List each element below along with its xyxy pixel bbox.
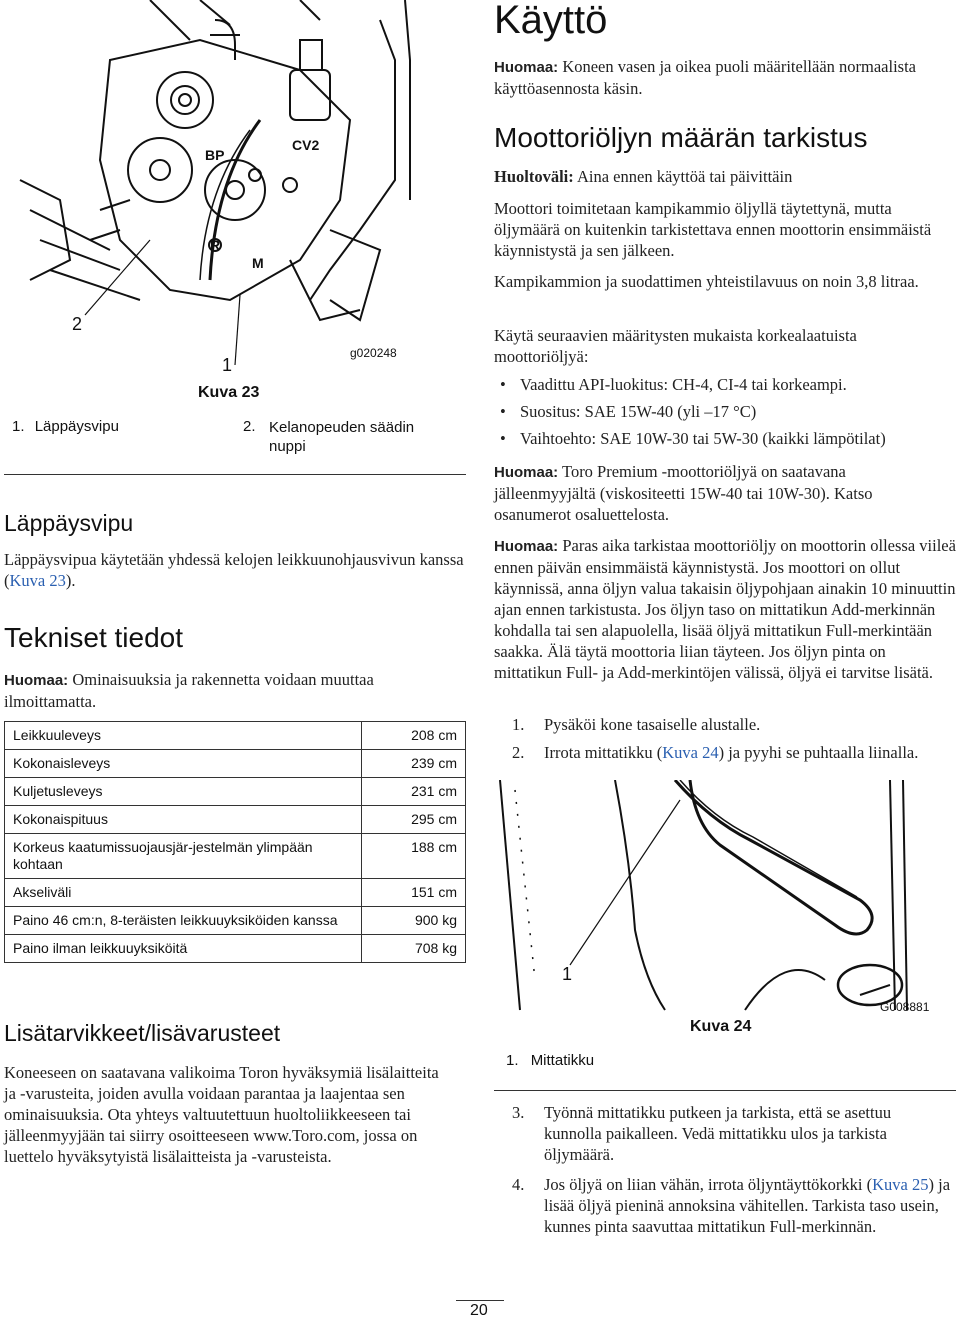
- note-text: Koneen vasen ja oikea puoli määritellään normaalista käyttöasennosta käsin.: [494, 57, 917, 98]
- step-text: Pysäköi kone tasaiselle alustalle.: [544, 715, 761, 734]
- spec-table: [4, 721, 466, 963]
- step-text: Jos öljyä on liian vähän, irrota öljyntäyttökorkki (Kuva 25) ja lisää öljyä pieninä annoksina vähitellen. Tarkista taso usein, kunnes pinta saavuttaa mittatikun Full-merkinnän.: [544, 1175, 951, 1236]
- list-item: [500, 374, 960, 395]
- note-text: Toro Premium -moottoriöljyä on saatavana jälleenmyyjältä (viskositeetti 15W-40 tai 10W-30). Katso osanumerot osaluettelosta.: [494, 462, 873, 524]
- bullet-text: Vaihtoehto: SAE 10W-30 tai 5W-30 (kaikki lämpötilat): [520, 429, 886, 448]
- kaytto-heading: Käyttö: [494, 0, 608, 42]
- oljy-p1: Moottori toimitetaan kampikammio öljyllä täytettynä, mutta öljymäärä on kuitenkin tarkistettava ennen moottorin ensimmäistä käynnistystä ja sen jälkeen.: [494, 199, 932, 260]
- tekniset-note: [4, 669, 466, 712]
- legend-text: Läppäysvipu: [34, 418, 119, 435]
- spec-value: 151 cm: [362, 879, 466, 907]
- bullet-icon: •: [500, 402, 506, 421]
- link-kuva-23[interactable]: Kuva 23: [9, 571, 66, 590]
- lappaysvipu-text-a: Läppäysvipua käytetään yhdessä kelojen leikkuunohjausvivun kanssa (: [4, 550, 464, 590]
- step-number: 1.: [512, 715, 525, 734]
- oljy-note-3: [494, 535, 956, 683]
- figure-23-label-bp: BP: [205, 147, 225, 163]
- bullet-text: Suositus: SAE 15W-40 (yli –17 °C): [520, 402, 757, 421]
- list-item: [500, 401, 960, 422]
- figure-23-code: g020248: [350, 346, 397, 360]
- table-row: [5, 834, 466, 879]
- figure-24-legend-1: [506, 1052, 594, 1069]
- step-3: [512, 1102, 952, 1165]
- spec-value: 900 kg: [362, 907, 466, 935]
- figure-24-title: Kuva 24: [690, 1018, 752, 1035]
- spec-table-body: [5, 722, 466, 963]
- oil-spec-list: [494, 374, 960, 453]
- figure-23-label-cv2: CV2: [292, 137, 320, 153]
- spec-label: Kokonaispituus: [5, 806, 362, 834]
- spec-label: Kuljetusleveys: [5, 778, 362, 806]
- figure-23-label-r: R: [210, 237, 221, 253]
- bullet-text: Vaadittu API-luokitus: CH-4, CI-4 tai korkeampi.: [520, 375, 847, 394]
- figure-23-callout-1: 1: [222, 355, 233, 375]
- legend-number: 1.: [12, 418, 25, 435]
- figure-24: [495, 780, 930, 1020]
- step-1: [512, 714, 958, 735]
- spec-value: 239 cm: [362, 750, 466, 778]
- spec-label: Paino 46 cm:n, 8-teräisten leikkuuyksiköiden kanssa: [5, 907, 362, 935]
- figure-24-divider: [494, 1090, 956, 1091]
- note-text: Ominaisuuksia ja rakennetta voidaan muuttaa ilmoittamatta.: [4, 670, 374, 711]
- figure-23-legend-2: [243, 418, 433, 456]
- figure-23-divider: [4, 474, 466, 475]
- spec-label: Akseliväli: [5, 879, 362, 907]
- table-row: [5, 879, 466, 907]
- spec-value: 208 cm: [362, 722, 466, 750]
- figure-23-legend-1: [12, 418, 119, 435]
- step-text: Työnnä mittatikku putkeen ja tarkista, että se asettuu kunnolla paikalleen. Vedä mittatikku ulos ja tarkista öljymäärä.: [544, 1103, 892, 1164]
- step-text: Irrota mittatikku (Kuva 24) ja pyyhi se puhtaalla liinalla.: [544, 743, 919, 762]
- table-row: [5, 806, 466, 834]
- legend-text: Kelanopeuden säädin nuppi: [269, 419, 415, 455]
- bullet-icon: •: [500, 375, 506, 394]
- footer-rule: [456, 1300, 504, 1301]
- legend-text: Mittatikku: [530, 1052, 595, 1069]
- table-row: [5, 750, 466, 778]
- step-number: 4.: [512, 1175, 525, 1194]
- spec-value: 708 kg: [362, 935, 466, 963]
- step-number: 2.: [512, 743, 525, 762]
- figure-24-callout-1: 1: [562, 964, 573, 984]
- service-interval: [494, 166, 956, 187]
- lisatarvikkeet-heading: Lisätarvikkeet/lisävarusteet: [4, 1020, 281, 1046]
- step-4: [512, 1174, 952, 1237]
- lappaysvipu-text-b: ).: [65, 571, 76, 590]
- step-number: 3.: [512, 1103, 525, 1122]
- service-text: Aina ennen käyttöä tai päivittäin: [576, 167, 793, 186]
- page-number: 20: [470, 1302, 488, 1319]
- lappaysvipu-text: [4, 549, 466, 591]
- spec-value: 295 cm: [362, 806, 466, 834]
- oljy-p2: Kampikammion ja suodattimen yhteistilavuus on noin 3,8 litraa.: [494, 272, 919, 291]
- table-row: [5, 722, 466, 750]
- bullet-icon: •: [500, 429, 506, 448]
- figure-23-label-m: M: [252, 255, 264, 271]
- figure-23-title: Kuva 23: [198, 384, 260, 401]
- oljy-p3: Käytä seuraavien määritysten mukaista korkealaatuista moottoriöljyä:: [494, 326, 857, 366]
- table-row: [5, 907, 466, 935]
- oljy-heading: Moottoriöljyn määrän tarkistus: [494, 122, 868, 153]
- figure-23: [0, 0, 420, 400]
- spec-label: Korkeus kaatumissuojausjär-jestelmän ylimpään kohtaan: [5, 834, 362, 879]
- note-label: Huomaa:: [494, 59, 559, 76]
- figure-23-callout-2: 2: [72, 314, 83, 334]
- table-row: [5, 935, 466, 963]
- spec-label: Kokonaisleveys: [5, 750, 362, 778]
- lappaysvipu-heading: Läppäysvipu: [4, 510, 134, 536]
- note-text: Paras aika tarkistaa moottoriöljy on moottorin ollessa viileä ennen päivän ensimmäistä käynnistystä. Jos moottori on ollut käynnissä, anna öljyn valua takaisin öljypohjaan ainakin 10 minuuttin ajan ennen tarkistusta. Jos öljyn taso on mittatikun Add-merkinnän kohdalla tai sen alapuolella, lisää öljyä mittatikun Full-merkintään saakka. Älä täytä moottoria liian täyteen. Jos öljyn pinta on mittatikun Full- ja Add-merkintöjen välissä, öljyä ei tarvitse lisätä.: [494, 536, 956, 682]
- table-row: [5, 778, 466, 806]
- note-label: Huomaa:: [4, 672, 69, 689]
- tekniset-heading: Tekniset tiedot: [4, 622, 183, 653]
- link-kuva-25[interactable]: Kuva 25: [872, 1175, 929, 1194]
- figure-24-code: G008881: [880, 1000, 930, 1014]
- oljy-note-2: [494, 461, 939, 525]
- note-label: Huomaa:: [494, 538, 559, 555]
- step-2: [512, 742, 958, 763]
- figure-23-illustration: [0, 0, 420, 380]
- spec-label: Leikkuuleveys: [5, 722, 362, 750]
- note-label: Huomaa:: [494, 464, 559, 481]
- spec-label: Paino ilman leikkuuyksiköitä: [5, 935, 362, 963]
- spec-value: 188 cm: [362, 834, 466, 879]
- kaytto-note: [494, 56, 956, 99]
- legend-number: 2.: [243, 418, 256, 435]
- service-label: Huoltoväli:: [494, 167, 574, 186]
- spec-value: 231 cm: [362, 778, 466, 806]
- link-kuva-24[interactable]: Kuva 24: [662, 743, 719, 762]
- legend-number: 1.: [506, 1052, 519, 1069]
- figure-24-illustration: [495, 780, 925, 1020]
- list-item: [500, 428, 960, 449]
- lisatarvikkeet-text: Koneeseen on saatavana valikoima Toron hyväksymiä lisälaitteita ja -varusteita, joiden avulla voidaan parantaa ja laajentaa sen ominaisuuksia. Ota yhteys valtuutettuun huoltoliikkeeseen tai jälleenmyyjään tai siirry osoitteeseen www.Toro.com, jossa on luettelo hyväksytyistä lisälaitteista ja -varusteista.: [4, 1063, 439, 1166]
